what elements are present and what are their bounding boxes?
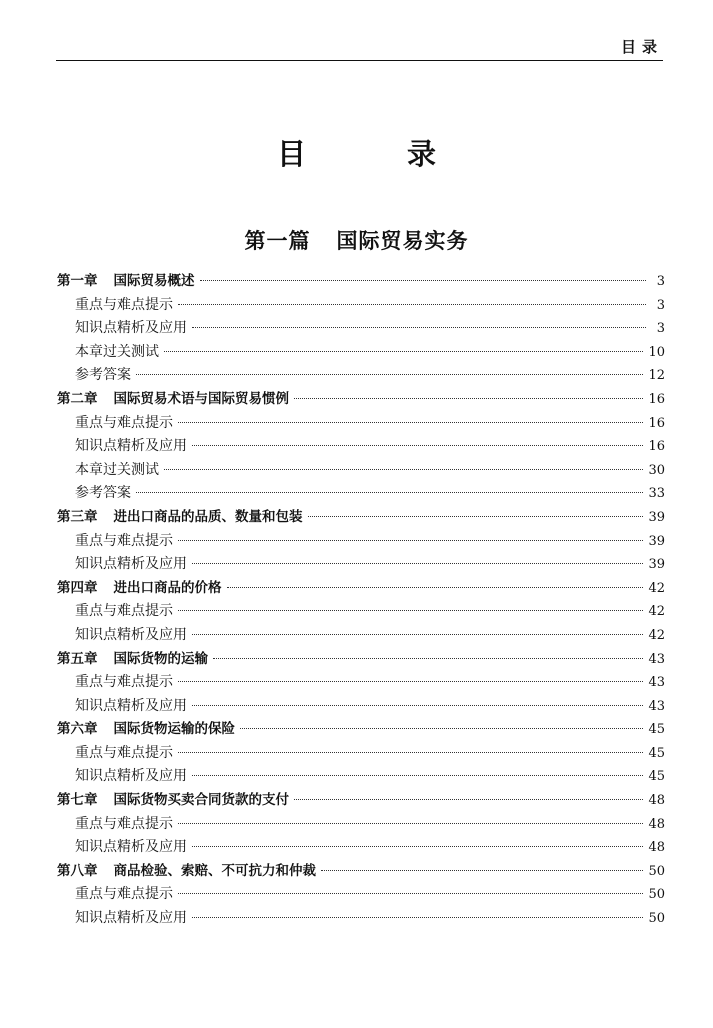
page-number: 45 [648,745,665,761]
toc-section-entry[interactable] [57,364,665,388]
section-title: 重点与难点提示 [75,603,173,620]
toc-entry-label [75,412,173,436]
section-title: 知识点精析及应用 [75,910,187,927]
toc-title: 目 录 [276,137,472,171]
toc-entry-label [75,530,173,554]
toc-chapter-entry[interactable] [57,506,665,530]
section-title: 重点与难点提示 [75,744,173,761]
page-number: 50 [648,863,665,879]
toc-section-entry[interactable] [57,695,665,719]
page-number: 50 [648,911,665,927]
part-name: 国际贸易实务 [336,228,469,253]
section-title: 重点与难点提示 [75,815,173,832]
toc-entry-label [75,883,173,907]
header-rule [56,60,663,61]
toc-entry-label [75,765,187,789]
toc-section-entry[interactable] [57,341,665,365]
toc-entry-label [57,789,289,813]
part-number: 第一篇 [244,228,311,253]
toc-entry-label [75,813,173,837]
page-number: 48 [648,816,665,832]
dot-leader [192,445,643,446]
toc-entry-label [57,648,208,672]
chapter-number: 第三章 [57,508,98,525]
toc-chapter-entry[interactable] [57,577,665,601]
chapter-title: 进出口商品的价格 [113,579,222,596]
running-head: 目录 [620,38,663,56]
dot-leader [178,681,643,682]
toc-entry-label [75,435,187,459]
toc-section-entry[interactable] [57,294,665,318]
dot-leader [192,917,643,918]
toc-section-entry[interactable] [57,742,665,766]
toc-entry-label [75,482,131,506]
dot-leader [321,870,643,871]
toc-section-entry[interactable] [57,459,665,483]
toc-entry-label [57,388,289,412]
chapter-title: 国际贸易术语与国际贸易惯例 [113,390,289,407]
toc-entry-label [75,624,187,648]
toc-entry-label [75,364,131,388]
page-number: 45 [648,722,665,738]
toc-entry-label [75,836,187,860]
dot-leader [192,775,643,776]
chapter-number: 第四章 [57,579,98,596]
section-title: 重点与难点提示 [75,296,173,313]
toc-section-entry[interactable] [57,553,665,577]
toc-section-entry[interactable] [57,412,665,436]
page-number: 42 [648,580,665,596]
dot-leader [164,351,643,352]
toc-chapter-entry[interactable] [57,388,665,412]
toc-entry-label [75,553,187,577]
chapter-number: 第一章 [57,273,98,289]
toc-section-entry[interactable] [57,530,665,554]
page-number: 16 [648,439,665,455]
toc-section-entry[interactable] [57,907,665,931]
dot-leader [192,705,643,706]
dot-leader [192,563,643,564]
dot-leader [294,398,643,399]
page-number: 50 [648,887,665,903]
toc-section-entry[interactable] [57,813,665,837]
toc-section-entry[interactable] [57,883,665,907]
dot-leader [164,469,643,470]
section-title: 本章过关测试 [75,343,159,360]
chapter-number: 第五章 [57,650,98,667]
section-title: 知识点精析及应用 [75,839,187,856]
toc-chapter-entry[interactable] [57,860,665,884]
chapter-title: 国际货物的运输 [113,650,208,667]
chapter-title: 商品检验、索赔、不可抗力和仲裁 [113,862,316,879]
dot-leader [178,422,643,423]
toc-section-entry[interactable] [57,482,665,506]
chapter-title: 国际货物买卖合同货款的支付 [113,792,289,809]
dot-leader [227,587,644,588]
page-number: 3 [656,321,665,337]
toc-chapter-entry[interactable] [57,270,665,294]
chapter-number: 第七章 [57,792,98,809]
dot-leader [178,752,643,753]
dot-leader [178,610,643,611]
page-number: 43 [648,675,665,691]
dot-leader [308,516,644,517]
toc-section-entry[interactable] [57,836,665,860]
chapter-number: 第二章 [57,390,98,407]
dot-leader [178,540,643,541]
page-number: 42 [648,604,665,620]
page-number: 48 [648,840,665,856]
toc-section-entry[interactable] [57,600,665,624]
dot-leader [178,823,643,824]
page-number: 39 [648,509,665,525]
toc-entry-label [75,294,173,318]
page-number: 39 [648,533,665,549]
page-number: 45 [648,769,665,785]
toc-section-entry[interactable] [57,765,665,789]
toc-section-entry[interactable] [57,317,665,341]
toc-section-entry[interactable] [57,435,665,459]
toc-section-entry[interactable] [57,624,665,648]
toc-entry-label [57,506,303,530]
page-number: 30 [648,462,665,478]
dot-leader [192,846,643,847]
section-title: 知识点精析及应用 [75,438,187,455]
toc-entry-label [75,317,187,341]
dot-leader [240,728,643,729]
section-title: 知识点精析及应用 [75,320,187,337]
page-number: 10 [648,344,665,360]
toc-chapter-entry[interactable] [57,789,665,813]
page-number: 3 [656,297,665,313]
section-title: 本章过关测试 [75,461,159,478]
toc-list [57,270,665,931]
toc-entry-label [75,742,173,766]
chapter-number: 第六章 [57,721,98,738]
dot-leader [213,658,643,659]
section-title: 知识点精析及应用 [75,556,187,573]
page-number: 39 [648,557,665,573]
page-number: 43 [648,651,665,667]
dot-leader [294,799,643,800]
chapter-title: 国际贸易概述 [113,273,195,289]
section-title: 重点与难点提示 [75,414,173,431]
dot-leader [200,280,647,281]
page-number: 16 [648,415,665,431]
toc-entry-label [57,577,222,601]
dot-leader [136,374,643,375]
toc-entry-label [75,341,159,365]
toc-entry-label [57,270,195,294]
page-number: 16 [648,391,665,407]
dot-leader [136,492,643,493]
toc-entry-label [57,860,316,884]
page-number: 33 [648,486,665,502]
dot-leader [192,634,643,635]
chapter-title: 进出口商品的品质、数量和包装 [113,508,303,525]
section-title: 知识点精析及应用 [75,768,187,785]
page-number: 42 [648,627,665,643]
toc-section-entry[interactable] [57,671,665,695]
toc-chapter-entry[interactable] [57,718,665,742]
section-title: 知识点精析及应用 [75,626,187,643]
toc-entry-label [75,600,173,624]
section-title: 重点与难点提示 [75,886,173,903]
dot-leader [178,304,646,305]
dot-leader [178,893,643,894]
part-title [0,225,713,255]
page-number: 48 [648,793,665,809]
page-number: 3 [656,274,665,289]
section-title: 重点与难点提示 [75,674,173,691]
toc-entry-label [75,459,159,483]
chapter-number: 第八章 [57,862,98,879]
page-number: 12 [648,368,665,384]
section-title: 知识点精析及应用 [75,697,187,714]
toc-entry-label [75,695,187,719]
toc-entry-label [75,907,187,931]
section-title: 参考答案 [75,485,131,502]
section-title: 参考答案 [75,367,131,384]
toc-entry-label [57,718,235,742]
page-number: 43 [648,698,665,714]
toc-chapter-entry[interactable] [57,648,665,672]
chapter-title: 国际货物运输的保险 [113,721,235,738]
dot-leader [192,327,646,328]
toc-entry-label [75,671,173,695]
section-title: 重点与难点提示 [75,532,173,549]
